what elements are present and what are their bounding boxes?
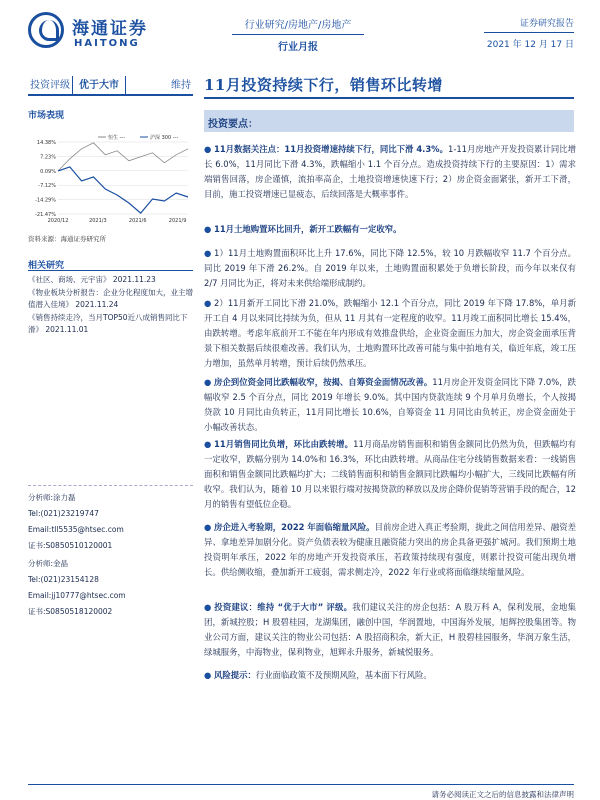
analyst-name: 分析师:涂力磊 <box>28 493 76 502</box>
title-underline <box>204 97 574 99</box>
key-point-1-lead: 11月数据关注点：11月投资增速持续下行，同比下滑 4.3%。 <box>214 144 448 154</box>
key-point-3-text: 1）11月土地购置面积环比上升 17.6%，同比下降 12.5%，较 10 月跌幅收窄 11.7 个百分点。同比 2019 年下滑 26.2%。自 2019 年以来，土地购置面积累处于负增长阶段，而今年以来仅有 2/7 月同比为正，将对未来供给端形成制约。 <box>204 248 576 288</box>
key-point-5-text: 11月房企开发资金同比下降 7.0%，跌幅收窄 2.5 个百分点，同比 2019 年增长 9.0%。其中国内贷款连续 9 个月单月负增长，个人按揭贷款 10 月同比由负转正，11月同比增长 10.6%，自筹资金 11 月同比由负转正，房企资金面处于小幅改善状态。 <box>204 377 576 432</box>
legend-label: 恒生 --- <box>108 135 126 141</box>
market-section-title: 市场表现 <box>28 111 65 121</box>
key-point-6-text: 11月商品房销售面积和销售金额同比仍然为负，但跌幅均有一定收窄，跌幅分别为 14.0%和 16.3%，环比由跌转增。从商品住宅分线销售数据来看：一线销售面积和销售金额同比跌幅均扩大；二线销售面积和销售金额同比跌幅均小幅扩大，三线同比跌幅有所收窄。我们认为，随着 10 月以来银行端对按揭贷款的释放以及房企降价促销等营销手段的配合，12 月的销售有望低位企稳。 <box>204 439 576 509</box>
key-point-7 <box>204 520 576 580</box>
key-point-5-lead: 房企到位资金同比跌幅收窄，按揭、自筹资金面情况改善。 <box>214 377 433 387</box>
analyst-tel: Tel:(021)23154128 <box>28 575 99 584</box>
key-point-7-text: 目前房企进入真正考验期，拢此之间信用差异、融资差异、拿地差异加剧分化。资产负债表较为健康且融资能力突出的房企具备更强扩城河。我们预期土地投资明年承压，2022 年的房地产开发投资承压，若政策持续现有强度，则累计投资可能出现负增长。供给侧收缩，叠加新开工疲弱，需求侧走冷，2022 年行业或将面临继续缩量风险。 <box>204 522 576 577</box>
haitong-emblem-icon <box>28 12 64 48</box>
analyst-email[interactable]: Email:tll5535@htsec.com <box>28 525 124 534</box>
bullet-icon: ● <box>204 602 212 612</box>
bullet-icon: ● <box>204 377 212 387</box>
analyst-tel: Tel:(021)23219747 <box>28 509 99 518</box>
investment-rating <box>28 76 193 96</box>
key-point-9-text: 行业面临政策不及预期风险，基本面下行风险。 <box>255 670 432 680</box>
bullet-icon: ● <box>204 298 212 308</box>
series-line-hsi <box>58 143 188 171</box>
bullet-icon: ● <box>204 439 212 449</box>
key-point-6-lead: 11月销售同比负增，环比由跌转增。 <box>214 439 354 449</box>
key-points-header: 投资要点： <box>204 110 574 132</box>
x-tick-label: 2020/12 <box>47 218 69 224</box>
y-tick-label: 7.23% <box>40 154 56 161</box>
y-tick-label: -14.29% <box>35 197 56 204</box>
report-category: 行业研究/房地产/房地产 <box>232 16 364 35</box>
x-tick-label: 2021/9 <box>168 218 187 224</box>
key-point-8 <box>204 600 576 660</box>
related-research-title: 相关研究 <box>28 261 65 271</box>
rating-change: 维持 <box>171 80 191 91</box>
related-item[interactable]: 《物业板块分析报告：企业分化程度加大，业主增值潜入佳境》 2021.11.24 <box>28 287 193 309</box>
y-tick-label: -7.12% <box>38 183 56 190</box>
analyst-1 <box>28 490 198 554</box>
bullet-icon: ● <box>204 670 212 680</box>
bullet-icon: ● <box>204 224 212 234</box>
report-type: 行业月报 <box>278 42 318 53</box>
report-category-block <box>232 16 364 53</box>
key-point-4-text: 2）11月新开工同比下滑 21.0%，跌幅缩小 12.1 个百分点，同比 2019 年下降 17.8%，单月新开工自 4 月以来同比持续为负，但从 11 月其有一定程度的收窄。11月竣工面积同比增长 15.4%，由跌转增。考虑年底前开工不能在年内形成有效推盘供给，企业资金面压力加大，房企资金面承压背景下相关数据后续很难改善。我们认为，土地购置环比改善可能与集中拍地有关，临近年底，竣工压力增加，虽然单月转增，预计后续仍然承压。 <box>204 298 576 368</box>
doc-type: 证券研究报告 <box>484 16 574 33</box>
key-point-8-text: 我们建议关注的房企包括：A 股万科 A，保利发展，金地集团，新城控股；H 股碧桂园，龙湖集团，融创中国，华润置地，中国海外发展，旭辉控股集团等。物业公司方面，建议关注的物业公司包括：A 股招商积余，新大正，H 股碧桂园服务，华润万象生活，绿城服务，中海物业，保利物业，旭辉永升服务，新城悦服务。 <box>204 602 576 657</box>
analyst-2 <box>28 556 198 620</box>
analyst-cert: 证书:S0850518120002 <box>28 607 113 616</box>
key-point-6 <box>204 437 576 512</box>
key-point-9 <box>204 668 576 683</box>
footer-rule <box>28 784 574 785</box>
related-divider <box>28 270 193 271</box>
x-tick-label: 2021/3 <box>89 218 107 224</box>
y-tick-label: 14.38% <box>36 140 56 146</box>
key-point-9-lead: 风险提示： <box>214 670 256 680</box>
analyst-name: 分析师:金晶 <box>28 559 69 568</box>
y-tick-label: -21.47% <box>35 212 56 218</box>
related-item[interactable]: 《社区、商场、元宇宙》 2021.11.23 <box>28 275 156 284</box>
logo-chinese-name: 海通证券 <box>72 19 148 39</box>
key-point-2 <box>204 222 576 237</box>
bullet-icon: ● <box>204 248 212 258</box>
key-point-3 <box>204 246 576 291</box>
y-tick-label: 0.09% <box>40 168 56 175</box>
key-point-2-lead: 11月土地购置环比回升，新开工跌幅有一定收窄。 <box>214 224 402 234</box>
key-point-1 <box>204 142 576 202</box>
key-point-5 <box>204 375 576 435</box>
analyst-divider <box>28 485 193 486</box>
page-header <box>0 0 600 60</box>
market-performance-chart <box>28 132 193 226</box>
report-date: 2021 年 12 月 17 日 <box>486 40 574 50</box>
bullet-icon: ● <box>204 144 212 154</box>
legend-label: 沪深 300 --- <box>150 135 179 141</box>
logo-english-name: HAITONG <box>74 38 140 49</box>
related-item[interactable]: 《销售持续走冷，当月TOP50近八成销售同比下滑》 2021.11.01 <box>28 312 188 334</box>
x-tick-label: 2021/6 <box>128 218 147 224</box>
report-meta-block <box>484 16 574 50</box>
haitong-logo <box>28 10 158 56</box>
key-point-7-lead: 房企进入考验期，2022 年面临缩量风险。 <box>214 522 375 532</box>
market-chart-svg <box>28 132 193 226</box>
bullet-icon: ● <box>204 522 212 532</box>
series-line-hs300 <box>58 167 188 213</box>
footer-disclaimer: 请务必阅读正文之后的信息披露和法律声明 <box>431 790 574 799</box>
related-research-list <box>28 274 198 337</box>
analyst-email[interactable]: Email:jj10777@htsec.com <box>28 591 126 600</box>
rating-value: 优于大市 <box>72 76 126 94</box>
key-point-1-text: 1-11月房地产开发投资累计同比增长 6.0%，11月同比下滑 4.3%，跌幅缩小 1.1 个百分点。造成投资持续下行的主要原因：1）需求端销售回落，房企谨慎，流拍率高企，土地投资增速快速下行；2）房企资金面紧张，新开工下滑，目前，施工投资增速已显疲态，后续回落是大概率事件。 <box>204 144 577 199</box>
key-point-8-lead: 投资建议：维持 “优于大市” 评级。 <box>214 602 353 612</box>
key-point-4 <box>204 296 576 371</box>
chart-source: 资料来源：海通证券研究所 <box>28 235 106 243</box>
report-title: 11月投资持续下行，销售环比转增 <box>204 76 443 94</box>
rating-label: 投资评级 <box>30 80 70 91</box>
analyst-cert: 证书:S0850510120001 <box>28 541 113 550</box>
